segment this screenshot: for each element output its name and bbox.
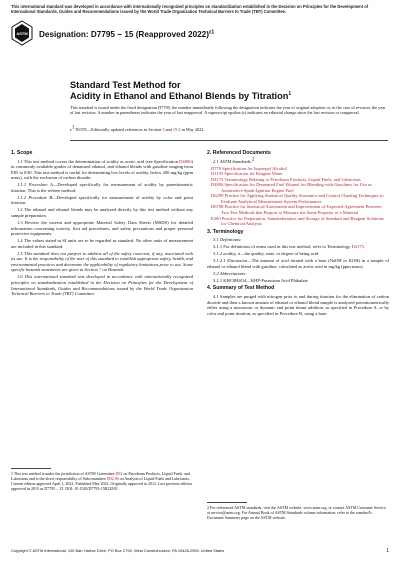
reference-title[interactable]: Specification for Isopropyl Alcohol	[221, 165, 287, 171]
svg-text:ASTM: ASTM	[16, 31, 28, 36]
astm-standards-label: 2.1 ASTM Standards:2	[213, 157, 255, 164]
paragraph-1-1: 1.1 This test method covers the determination of acidity as acetic acid (see Specification D4806) in commonly available grades of denatured ethanol, and ethanol blends with gasoline ranging from E85 to E30. This test method is useful for determining low levels of acidity, below 200 mg/kg (ppm mass), with the exclusion of carbon dioxide.	[11, 158, 193, 181]
d4175-link[interactable]: D4175	[351, 244, 364, 250]
paragraph-3-1-2: 3.1.2 acidity, n—the quality, state, or degree of being acid.	[213, 251, 320, 257]
paragraph-4-1: 4.1 Samples are purged with nitrogen prior to and during titration for the elimination of carbon dioxide and then a known amount of ethanol or ethanol blend sample is analyzed potentiometrically either using a monotonic or dynamic end point titrant addition, as specified in Procedure A, or by color end point titration, as specified in Procedure B, using a base	[207, 294, 389, 316]
paragraph-1-2: 1.2 The ethanol and ethanol blends may be analyzed directly by this test method without any sample preparation.	[11, 207, 193, 218]
paragraph-3-1-2-1: 3.1.2.1 Discussion—The amount of acid titrated with a base (NaOH or KOH) in a sample of ethanol or ethanol blend with gasoline, calculated as acetic acid in mg/kg (ppm mass).	[207, 258, 389, 269]
page-number: 1	[386, 548, 389, 554]
reference-title[interactable]: Practice for Preparation, Standardization, and Storage of Standard and Reagent Solutions for Chemical Analysis	[220, 215, 384, 227]
reference-code-link[interactable]: D6299	[211, 193, 224, 199]
paragraph-1-1-1: 1.1.1 Procedure A—Developed specifically for measurement of acidity by potentiometric titration. This is the referee method.	[11, 182, 193, 193]
reference-title[interactable]: Practice for Statistical Assessment and Improvement of Expected Agreement Between Two Test Methods that Purport to Measure the Same Property of a Material	[221, 204, 382, 215]
reference-title[interactable]: Practice for Applying Statistical Quality Assurance and Control Charting Techniques to Evaluate Analytical Measurement System Performance	[221, 193, 384, 204]
left-column	[11, 151, 193, 298]
footnote-1	[11, 468, 193, 491]
title-line2: Acidity in Ethanol and Ethanol Blends by Titration$^1$	[70, 90, 292, 101]
reference-item	[211, 215, 389, 227]
reference-title[interactable]: Specification for Reagent Water	[223, 171, 283, 177]
reference-code-link[interactable]: D1193	[211, 171, 224, 177]
astm-logo	[11, 20, 33, 46]
reference-item	[211, 193, 389, 204]
reference-title[interactable]: Terminology Relating to Petroleum Products, Liquid Fuels, and Lubricants	[223, 176, 361, 182]
reference-title[interactable]: Specification for Denatured Fuel Ethanol for Blending with Gasolines for Use as Automotive Spark-Ignition Engine Fuel	[221, 182, 372, 193]
footnote-1-edition: Current edition approved April 1, 2022. Published May 2022. Originally approved in 2012. Last previous edition approved in 2015 as D7795 – 15. DOI: 10.1520/D7795-15R22E01.	[11, 481, 192, 491]
issue-note: This standard is issued under the fixed designation D7795; the number immediately following the designation indicates the year of original adoption or, in the case of revision, the year of last revision. A number in parentheses indicates the year of last reapproval. A superscript epsilon (ε) indicates an editorial change since the last revision or reapproval.	[70, 105, 386, 116]
divider	[70, 140, 388, 141]
reference-code-link[interactable]: D770	[211, 165, 222, 171]
reference-code-link[interactable]: D6708	[211, 204, 224, 210]
section-19-2-link[interactable]: 19.2	[172, 127, 181, 132]
section-3-link[interactable]: 3	[162, 127, 165, 132]
editorial-note: ε1 NOTE—Editorially updated references in Section 3 and 19.2 in May 2022.	[70, 125, 205, 132]
right-column	[207, 151, 389, 318]
footnote-rule	[207, 502, 247, 503]
reference-code-link[interactable]: D4175	[211, 176, 224, 182]
paragraph-3-1: 3.1 Definitions:	[213, 237, 242, 243]
paragraph-3-2-1: 3.2.1 KHC8H4O4—KHP-Potassium Acid Phthalate	[213, 277, 308, 283]
section-heading-terminology: 3. Terminology	[207, 228, 244, 235]
footnote-2-text: 2 For referenced ASTM standards, visit the ASTM website, www.astm.org, or contact ASTM Customer Service at service@astm.org. For Annual Book of ASTM Standards volume information, refer to the standard's Document Summary page on the ASTM website.	[207, 505, 386, 520]
reference-code-link[interactable]: D4806	[211, 182, 224, 188]
paragraph-1-6: 1.6 This international standard was developed in accordance with internationally recognized principles on standardization established in the Decision on Principles for the Development of International Standards, Guides and Recommendations issued by the World Trade Organization Technical Barriers to Trade (TBT) Committee.	[11, 274, 193, 297]
designation: Designation: D7795 − 15 (Reapproved 2022)$^{\varepsilon 1}$	[39, 29, 215, 39]
title-line1: Standard Test Method for	[70, 80, 181, 90]
paragraph-1-4: 1.4 The values stated in SI units are to be regarded as standard. No other units of measurement are included in this standard.	[11, 238, 193, 249]
footnote-rule	[11, 468, 51, 469]
footnote-1-text: 1 This test method is under the jurisdiction of ASTM Committee D02 on Petroleum Products, Liquid Fuels, and Lubricants and is the direct responsibility of Subcommittee D02.06 on Analysis of Liquid Fuels and Lubricants.	[11, 471, 190, 481]
section-7-link[interactable]: 7	[98, 267, 102, 273]
reference-list	[207, 166, 389, 227]
d02-06-link[interactable]: D02.06	[106, 476, 119, 481]
copyright-line: Copyright © ASTM International, 100 Barr Harbor Drive, PO Box C700, West Conshohocken, PA 19428-2959. United States	[11, 548, 225, 553]
d4806-link[interactable]: D4806	[179, 158, 192, 164]
footnote-2	[207, 502, 389, 520]
paragraph-1-3: 1.3 Review the current and appropriate Material Safety Data Sheets (MSDS) for detailed information concerning toxicity, first aid procedures, and safety precautions and proper personal protective equipments.	[11, 220, 193, 237]
reference-item	[211, 182, 389, 193]
section-heading-referenced-documents: 2. Referenced Documents	[207, 150, 271, 156]
paragraph-1-1-2: 1.1.2 Procedure B—Developed specifically for measurement of acidity by color end point titration.	[11, 194, 194, 206]
paragraph-3-1-1: 3.1.1 For definitions of terms used in this test method, refer to Terminology D4175.	[213, 244, 366, 250]
reference-item	[211, 204, 389, 215]
paragraph-3-2: 3.2 Abbreviations:	[213, 270, 247, 276]
tbt-notice: This international standard was developed in accordance with internationally recognized principles on standardization established in the Decision on Principles for the Development of International Standards, Guides and Recommendations issued by the World Trade Organization Technical Barriers to Trade (TBT) Committee.	[11, 4, 369, 15]
header	[11, 20, 389, 46]
d02-link[interactable]: D02	[115, 471, 123, 476]
paragraph-1-5: 1.5 This standard does not purport to address all of the safety concerns, if any, associated with its use. It is the responsibility of the user of this standard to establish appropriate safety, health, and environmental practices and determine the applicability of regulatory limitations prior to use. Some specific hazards statements are given in Section 7 on Hazards.	[11, 250, 193, 273]
section-heading-scope: 1. Scope	[11, 150, 33, 156]
section-heading-summary: 4. Summary of Test Method	[207, 285, 275, 292]
reference-code-link[interactable]: E200	[211, 215, 221, 221]
title-block	[70, 80, 390, 102]
